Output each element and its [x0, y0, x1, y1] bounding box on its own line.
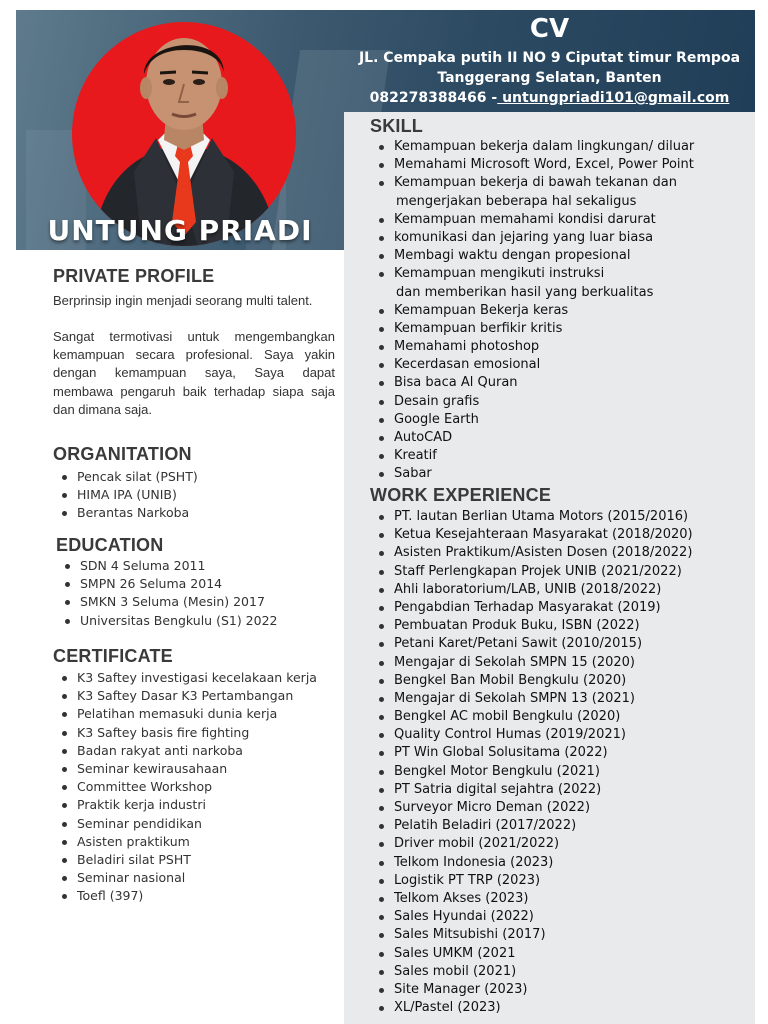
- certificate-item: Asisten praktikum: [77, 833, 317, 851]
- certificate-item: Praktik kerja industri: [77, 796, 317, 814]
- work-experience-item: Logistik PT TRP (2023): [394, 872, 693, 890]
- certificate-item: Beladiri silat PSHT: [77, 851, 317, 869]
- email-link[interactable]: untungpriadi101@gmail.com: [497, 90, 730, 106]
- work-experience-item: Ketua Kesejahteraan Masyarakat (2018/2020): [394, 526, 693, 544]
- contact-line: [344, 88, 755, 108]
- work-experience-item: Pengabdian Terhadap Masyarakat (2019): [394, 599, 693, 617]
- skill-item: Memahami Microsoft Word, Excel, Power Point: [394, 156, 694, 174]
- work-experience-item: Sales mobil (2021): [394, 963, 693, 981]
- skill-item: mengerjakan beberapa hal sekaligus: [396, 193, 637, 209]
- work-experience-item: PT Satria digital sejahtra (2022): [394, 781, 693, 799]
- certificate-item: K3 Saftey basis fire fighting: [77, 724, 317, 742]
- work-experience-item: Staff Perlengkapan Projek UNIB (2021/2022): [394, 563, 693, 581]
- work-experience-item: XL/Pastel (2023): [394, 999, 693, 1017]
- work-experience-item: Asisten Praktikum/Asisten Dosen (2018/2022): [394, 544, 693, 562]
- work-experience-item: Bengkel Ban Mobil Bengkulu (2020): [394, 672, 693, 690]
- education-item: Universitas Bengkulu (S1) 2022: [80, 612, 278, 630]
- education-item: SDN 4 Seluma 2011: [80, 557, 278, 575]
- organization-item: Pencak silat (PSHT): [77, 468, 198, 486]
- skill-item: Kemampuan memahami kondisi darurat: [394, 211, 694, 229]
- skill-item: komunikasi dan jejaring yang luar biasa: [394, 229, 694, 247]
- person-portrait-icon: [72, 22, 296, 246]
- skill-item: Kemampuan Bekerja keras: [394, 302, 694, 320]
- organization-list: [53, 468, 198, 523]
- skill-item: Bisa baca Al Quran: [394, 374, 694, 392]
- skill-list: [370, 138, 694, 484]
- profile-paragraph-1: Berprinsip ingin menjadi seorang multi talent.: [53, 293, 313, 308]
- work-experience-item: Sales Mitsubishi (2017): [394, 926, 693, 944]
- certificate-item: K3 Saftey Dasar K3 Pertambangan: [77, 687, 317, 705]
- skill-item: Membagi waktu dengan propesional: [394, 247, 694, 265]
- work-experience-item: Mengajar di Sekolah SMPN 15 (2020): [394, 654, 693, 672]
- certificate-item: Seminar pendidikan: [77, 815, 317, 833]
- skill-item: Kreatif: [394, 447, 694, 465]
- work-experience-item: Site Manager (2023): [394, 981, 693, 999]
- work-experience-item: Pembuatan Produk Buku, ISBN (2022): [394, 617, 693, 635]
- work-experience-item: Sales Hyundai (2022): [394, 908, 693, 926]
- work-experience-item: PT Win Global Solusitama (2022): [394, 744, 693, 762]
- education-item: SMPN 26 Seluma 2014: [80, 575, 278, 593]
- skill-heading: SKILL: [370, 116, 423, 136]
- work-experience-item: Telkom Indonesia (2023): [394, 854, 693, 872]
- work-experience-item: Ahli laboratorium/LAB, UNIB (2018/2022): [394, 581, 693, 599]
- work-experience-item: Surveyor Micro Deman (2022): [394, 799, 693, 817]
- skill-item: Memahami photoshop: [394, 338, 694, 356]
- skill-item: Kemampuan bekerja di bawah tekanan dan: [394, 174, 694, 192]
- skill-item: Sabar: [394, 465, 694, 483]
- work-experience-item: Bengkel Motor Bengkulu (2021): [394, 763, 693, 781]
- organization-item: HIMA IPA (UNIB): [77, 486, 198, 504]
- private-profile-heading: PRIVATE PROFILE: [53, 266, 215, 286]
- skill-item: Kemampuan mengikuti instruksi: [394, 265, 694, 283]
- profile-photo: [72, 22, 296, 246]
- education-list: [56, 557, 278, 630]
- certificate-item: Badan rakyat anti narkoba: [77, 742, 317, 760]
- address-line-2: Tanggerang Selatan, Banten: [437, 70, 662, 86]
- certificate-item: K3 Saftey investigasi kecelakaan kerja: [77, 669, 317, 687]
- certificate-item: Toefl (397): [77, 887, 317, 905]
- education-heading: EDUCATION: [56, 535, 164, 555]
- work-experience-item: Quality Control Humas (2019/2021): [394, 726, 693, 744]
- cv-title: CV: [529, 14, 570, 44]
- organization-item: Berantas Narkoba: [77, 504, 198, 522]
- certificate-list: [53, 669, 317, 905]
- certificate-item: Seminar nasional: [77, 869, 317, 887]
- skill-item: Desain grafis: [394, 393, 694, 411]
- candidate-name: UNTUNG PRIADI: [47, 214, 313, 247]
- header-contact-block: [344, 10, 755, 108]
- skill-item: dan memberikan hasil yang berkualitas: [396, 284, 654, 300]
- work-experience-item: Bengkel AC mobil Bengkulu (2020): [394, 708, 693, 726]
- work-experience-item: Telkom Akses (2023): [394, 890, 693, 908]
- work-experience-heading: WORK EXPERIENCE: [370, 485, 552, 505]
- skill-item: Kecerdasan emosional: [394, 356, 694, 374]
- phone-number: 082278388466 -: [369, 90, 498, 106]
- skill-item: Kemampuan bekerja dalam lingkungan/ diluar: [394, 138, 694, 156]
- work-experience-item: PT. lautan Berlian Utama Motors (2015/2016): [394, 508, 693, 526]
- work-experience-item: Driver mobil (2021/2022): [394, 835, 693, 853]
- certificate-item: Seminar kewirausahaan: [77, 760, 317, 778]
- work-experience-item: Sales UMKM (2021: [394, 945, 693, 963]
- work-experience-item: Petani Karet/Petani Sawit (2010/2015): [394, 635, 693, 653]
- certificate-heading: CERTIFICATE: [53, 646, 173, 666]
- skill-item: AutoCAD: [394, 429, 694, 447]
- skill-item: Google Earth: [394, 411, 694, 429]
- education-item: SMKN 3 Seluma (Mesin) 2017: [80, 593, 278, 611]
- work-experience-item: Pelatih Beladiri (2017/2022): [394, 817, 693, 835]
- certificate-item: Committee Workshop: [77, 778, 317, 796]
- certificate-item: Pelatihan memasuki dunia kerja: [77, 705, 317, 723]
- work-experience-item: Mengajar di Sekolah SMPN 13 (2021): [394, 690, 693, 708]
- address-line-1: JL. Cempaka putih II NO 9 Ciputat timur Rempoa: [358, 50, 741, 66]
- organization-heading: ORGANITATION: [53, 444, 192, 464]
- profile-paragraph-2: Sangat termotivasi untuk mengembangkan kemampuan secara profesional. Saya yakin dengan kemampuan saya, Saya dapat membawa pengaruh baik terhadap siapa saja dan dimana saja.: [53, 329, 335, 417]
- work-experience-list: [370, 508, 693, 1017]
- skill-item: Kemampuan berfikir kritis: [394, 320, 694, 338]
